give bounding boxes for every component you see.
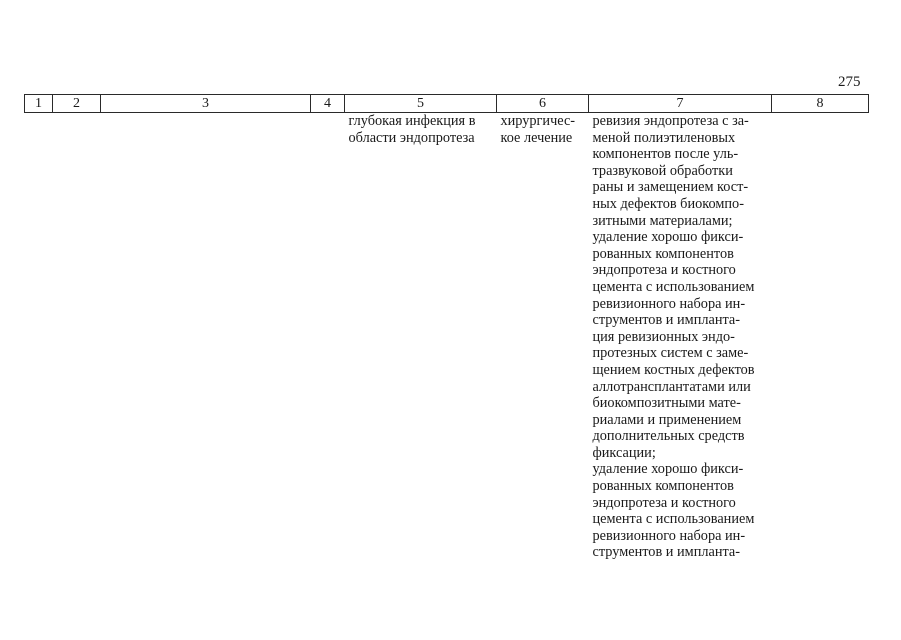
treatment-method-line: аллотрансплантатами или <box>592 378 751 395</box>
cell-col-4 <box>311 113 345 562</box>
column-header-3: 3 <box>101 95 311 113</box>
treatment-method-line: риалами и применением <box>592 411 742 428</box>
diagnosis-text: глубокая инфекция в области эндопротеза <box>348 113 476 146</box>
treatment-method-text <box>593 113 768 561</box>
treatment-method-line: фиксации; <box>592 444 656 461</box>
treatment-method-line: ревизия эндопротеза с за- <box>592 113 749 129</box>
treatment-method-line: струментов и импланта- <box>592 544 740 561</box>
treatment-method-line: удаление хорошо фикси- <box>592 461 744 478</box>
column-header-8: 8 <box>772 95 869 113</box>
treatment-method-line: эндопротеза и костного <box>592 262 736 279</box>
treatment-method-line: тразвуковой обработки <box>592 162 733 179</box>
table-row <box>25 113 869 562</box>
treatment-method-line: биокомпозитными мате- <box>592 395 741 412</box>
cell-col-5 <box>345 113 497 562</box>
treatment-method-line: меной полиэтиленовых <box>592 129 736 146</box>
treatment-method-line: рованных компонентов <box>592 478 734 495</box>
treatment-method-line: раны и замещением кост- <box>592 179 749 196</box>
treatment-method-line: зитными материалами; <box>592 212 733 229</box>
treatment-method-line: удаление хорошо фикси- <box>592 229 744 246</box>
treatment-method-line: ревизионного набора ин- <box>592 295 746 312</box>
cell-col-1 <box>25 113 53 562</box>
cell-col-2 <box>53 113 101 562</box>
treatment-method-line: дополнительных средств <box>592 428 745 445</box>
column-number-row <box>25 95 869 113</box>
treatment-method-line: щением костных дефектов <box>592 361 755 378</box>
treatment-method-line: цемента с использованием <box>592 511 755 528</box>
cell-col-3 <box>101 113 311 562</box>
cell-col-8 <box>772 113 869 562</box>
treatment-method-line: ция ревизионных эндо- <box>592 328 735 345</box>
treatment-method-line: ревизионного набора ин- <box>592 527 746 544</box>
treatment-method-line: ных дефектов биокомпо- <box>592 195 744 212</box>
column-header-7: 7 <box>589 95 772 113</box>
column-header-6: 6 <box>497 95 589 113</box>
column-header-5: 5 <box>345 95 497 113</box>
column-header-2: 2 <box>53 95 101 113</box>
page-number: 275 <box>838 74 861 90</box>
column-header-1: 1 <box>25 95 53 113</box>
treatment-method-line: цемента с использованием <box>592 278 755 295</box>
treatment-method-line: эндопротеза и костного <box>592 494 736 511</box>
column-header-4: 4 <box>311 95 345 113</box>
treatment-method-line: рованных компонентов <box>592 245 734 262</box>
treatment-type-text: хирургичес- кое лечение <box>500 113 576 146</box>
cell-col-7 <box>589 113 772 562</box>
treatment-method-line: струментов и импланта- <box>592 312 740 329</box>
medical-care-table <box>24 94 869 561</box>
treatment-method-line: протезных систем с заме- <box>592 345 749 362</box>
treatment-method-line: компонентов после уль- <box>592 146 739 163</box>
cell-col-6 <box>497 113 589 562</box>
